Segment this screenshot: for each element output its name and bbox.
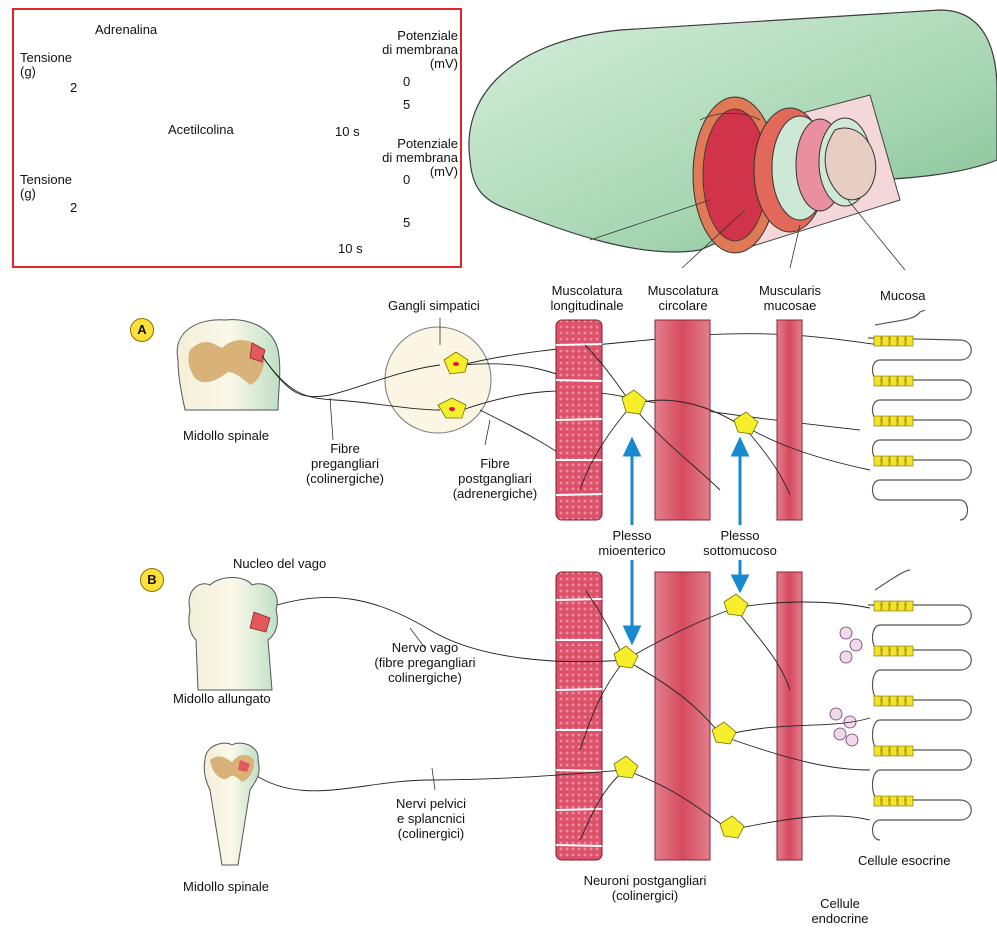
muscle-block-divider [556,419,602,420]
submucous-label-2: sottomucoso [703,543,777,558]
muscle-block-divider [556,770,602,771]
postganglionic-label-2: postgangliari [458,471,532,486]
gland-cell [874,601,881,611]
acetylcholine-label: Acetilcolina [168,122,234,137]
badge-b: B [140,568,164,592]
muscle-block-divider [556,845,602,846]
gland-cell [882,696,889,706]
gland-cell [898,696,905,706]
gland-cell [890,601,897,611]
potential-zero-top: 0 [403,74,411,89]
postganglionic-label-1: Fibre [480,456,510,471]
gland-cell [898,601,905,611]
muscle-block-divider [556,380,602,381]
gland-cell [890,746,897,756]
panel-a-structures [177,320,880,470]
time-scale-top: 10 s [335,124,360,139]
muscle-block-divider [556,689,602,690]
gland-cell [882,456,889,466]
gland-cell [874,456,881,466]
potential-unit-bottom: (mV) [429,164,458,179]
gland-cell [906,376,913,386]
gland-cell [874,416,881,426]
pelvic-nerves-label-1: Nervi pelvici [395,796,467,811]
gut-cross-section [469,10,997,270]
preganglionic-label-1: Fibre [330,441,360,456]
gland-cell [882,796,889,806]
postganglionic-label-3: (adrenergiche) [452,486,538,501]
gland-cell [882,746,889,756]
sympathetic-ganglia-label: Gangli simpatici [388,298,480,313]
preganglionic-label-3: (colinergiche) [305,471,385,486]
gland-cell [890,456,897,466]
muscle-layers [556,320,802,860]
spinal-cord-label-b: Midollo spinale [183,879,269,894]
mucosa-label: Mucosa [880,288,926,303]
pelvic-nerves-label-3: (colinergici) [397,826,465,841]
potential-five-top: 5 [403,97,411,112]
postganglionic-neurons-label-1: Neuroni postgangliari [583,873,707,888]
gland-cell [898,646,905,656]
spinal-cord-label-a: Midollo spinale [183,428,269,443]
gland-cell [874,376,881,386]
gland-cell [898,456,905,466]
preganglionic-label-2: pregangliari [311,456,379,471]
tension-unit-bottom: (g) [20,186,36,201]
gland-cell [906,416,913,426]
pelvic-nerves-label-2: e splancnici [397,811,465,826]
time-scale-bottom: 10 s [338,241,363,256]
gland-cell [898,796,905,806]
gland-cell [906,336,913,346]
tension-value-top: 2 [70,80,78,95]
panel-b-structures [189,578,278,866]
myenteric-label-2: mioenterico [598,543,666,558]
gland-cell [906,456,913,466]
gland-cell [890,646,897,656]
muscle-block-divider [556,494,602,495]
circular-label-2: circolare [658,298,708,313]
muscle-block-divider [556,344,602,345]
gland-cell [906,646,913,656]
gland-cell [874,796,881,806]
gland-cell [898,416,905,426]
gland-cell [882,336,889,346]
potential-label-bottom-2: di membrana [382,150,458,165]
tension-label-bottom: Tensione [20,172,73,187]
potential-label-top-1: Potenziale [397,28,458,43]
gland-cell [874,646,881,656]
gland-cell [906,601,913,611]
gland-cell [874,696,881,706]
gland-cell [890,416,897,426]
gland-cell [898,376,905,386]
badge-a: A [130,318,154,342]
muscle-block-divider [556,599,602,600]
medulla-label: Midollo allungato [173,691,271,706]
potential-label-bottom-1: Potenziale [397,136,458,151]
vagus-nerve-label-2: (fibre pregangliari [374,655,476,670]
gland-cell [898,746,905,756]
gland-cell [874,336,881,346]
endocrine-cells-label-1: Cellule [820,896,860,911]
gland-cell [906,746,913,756]
gland-cell [874,746,881,756]
tension-label-top: Tensione [20,50,73,65]
vagus-nucleus-label: Nucleo del vago [233,556,327,571]
postganglionic-neurons-label-2: (colinergici) [611,888,679,903]
adrenaline-label: Adrenalina [95,22,158,37]
mucosae-label-2: mucosae [763,298,817,313]
gland-cell [882,376,889,386]
tension-unit-top: (g) [20,64,36,79]
endocrine-cells-label-2: endocrine [811,911,869,926]
gland-cell [898,336,905,346]
gland-cell [906,696,913,706]
vagus-nerve-label-1: Nervo vago [391,640,459,655]
gland-cell [890,336,897,346]
circular-label-1: Muscolatura [647,283,719,298]
potential-five-bottom: 5 [403,215,411,230]
mucosal-glands [868,310,971,840]
gland-cell [890,696,897,706]
gland-cell [890,376,897,386]
submucous-label-1: Plesso [720,528,760,543]
tension-value-bottom: 2 [70,200,78,215]
longitudinal-label-1: Muscolatura [551,283,623,298]
longitudinal-label-2: longitudinale [550,298,624,313]
gland-cell [882,416,889,426]
gland-cell [906,796,913,806]
myenteric-label-1: Plesso [612,528,652,543]
mucosae-label-1: Muscularis [758,283,822,298]
potential-label-top-2: di membrana [382,42,458,57]
vagus-nerve-label-3: colinergiche) [388,670,462,685]
gland-cell [890,796,897,806]
gland-cell [882,646,889,656]
exocrine-cells-label: Cellule esocrine [858,853,951,868]
gland-cell [882,601,889,611]
endocrine-cells [830,627,862,746]
potential-zero-bottom: 0 [403,172,411,187]
potential-unit-top: (mV) [429,56,458,71]
